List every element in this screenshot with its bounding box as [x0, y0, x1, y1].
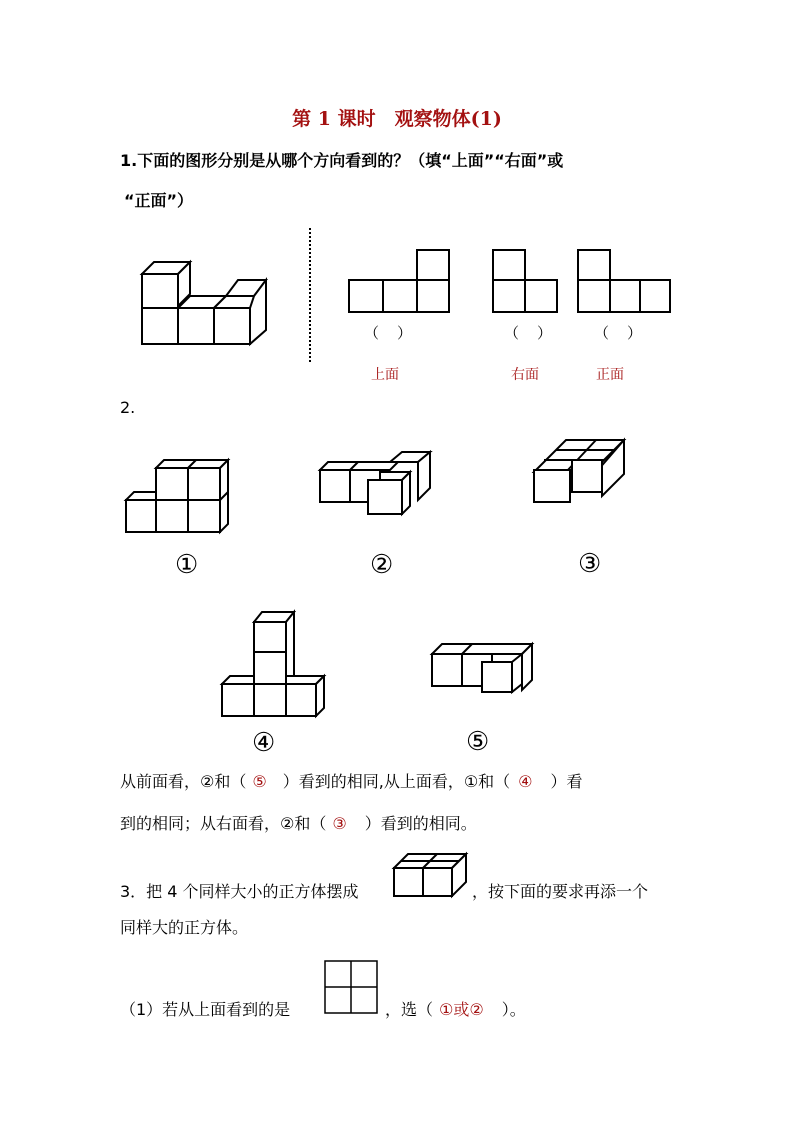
q2-figure-5	[430, 640, 536, 696]
q3-top-view-grid	[324, 960, 378, 1014]
q2-figure-3	[532, 438, 628, 504]
paren-close: ）	[397, 324, 413, 342]
paren-open: （	[364, 324, 380, 342]
q2-figure-label-4: ④	[252, 728, 276, 758]
q2-figure-label-1: ①	[175, 550, 199, 580]
q1-3d-cube-figure	[130, 258, 275, 353]
q2-answer-3[interactable]: ③	[332, 814, 347, 833]
cube-front-face	[142, 274, 178, 308]
q2-figure-label-2: ②	[370, 550, 394, 580]
q1-text-line2: “正面”）	[124, 191, 194, 210]
q1-text-line1: 1.下面的图形分别是从哪个方向看到的？（填“上面”“右面”或	[120, 151, 564, 170]
q1-view-c	[576, 248, 672, 314]
dotted-divider	[309, 228, 311, 362]
q3-answer-1[interactable]: ①或②	[439, 1000, 484, 1019]
q1-answer-a: 上面	[371, 367, 399, 383]
q1-view-a	[347, 248, 451, 314]
cube-front-face	[142, 308, 178, 344]
q2-s1-part-c: 从上面看，①和（	[383, 772, 511, 791]
cube-front-face	[214, 308, 250, 344]
q2-sentence-1: 从前面看，②和（ ⑤ ）看到的相同,从上面看，①和（ ④ ）看	[120, 772, 583, 791]
q2-figure-1	[124, 458, 230, 536]
paren-close: ）	[627, 324, 643, 342]
q2-answer-1[interactable]: ⑤	[252, 772, 267, 791]
q2-figure-4	[220, 610, 328, 720]
q2-s1-part-b: ）看到的相同	[282, 772, 379, 791]
q1-blank-b[interactable]	[504, 322, 552, 343]
q1-blank-a[interactable]	[364, 322, 412, 343]
q2-answer-2[interactable]: ④	[518, 772, 533, 791]
q2-figure-label-5: ⑤	[466, 727, 490, 757]
q2-s2-part-b: ）看到的相同。	[364, 814, 477, 833]
q3-line2: 同样大的正方体。	[120, 918, 249, 937]
q3-part1-b	[385, 1002, 526, 1018]
paren-open: （	[504, 324, 520, 342]
cube-front-face	[178, 308, 214, 344]
q3-p1-paren-close: ）。	[501, 1000, 526, 1019]
q1-answer-c: 正面	[596, 367, 624, 383]
q3-p1-paren-open: ，选（	[385, 1000, 434, 1019]
q2-sentence-2	[120, 816, 477, 832]
q2-label: 2.	[120, 398, 136, 417]
q1-view-b	[491, 248, 559, 314]
q3-line1-a: 3．把 4 个同样大小的正方体摆成	[120, 882, 359, 901]
paren-open: （	[594, 324, 610, 342]
q2-s1-part-a: 从前面看，②和（	[120, 772, 247, 791]
q1-answer-b: 右面	[511, 367, 539, 383]
q1-blank-c[interactable]	[594, 322, 642, 343]
q2-s1-part-d: ）看	[550, 772, 583, 791]
q3-line1-b: ，按下面的要求再添一个	[472, 882, 649, 901]
page-title: 第 1 课时 观察物体(1)	[292, 108, 502, 130]
q2-figure-2	[318, 450, 434, 516]
q3-part1-a: （1）若从上面看到的是	[120, 1000, 291, 1019]
q2-s2-part-a: 到的相同；从右面看，②和（	[120, 814, 327, 833]
q2-figure-label-3: ③	[578, 549, 602, 579]
q3-four-cube-figure	[392, 850, 470, 900]
paren-close: ）	[537, 324, 553, 342]
